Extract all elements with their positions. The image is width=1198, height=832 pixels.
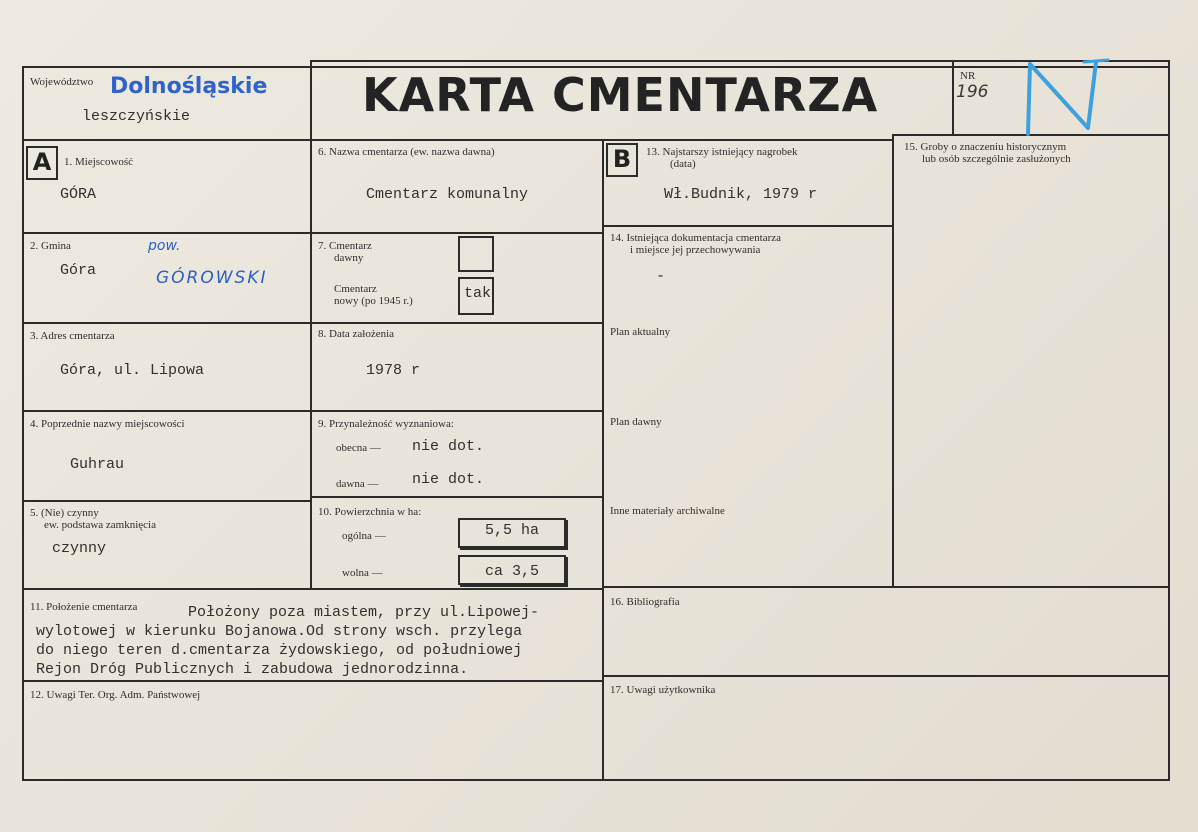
row-line-4 [22,500,312,502]
blue-n-mark [1016,58,1116,138]
f3-value: Góra, ul. Lipowa [60,362,205,379]
nr-value: 196 [956,82,989,102]
f2-handwritten: GÓROWSKI [156,268,268,288]
f5-label-1: 5. (Nie) czynny [30,507,99,519]
f11-text-line-1: Położony poza miastem, przy ul.Lipowej- [188,604,540,621]
f1-label: 1. Miejscowość [64,156,134,168]
f8-value: 1978 r [366,362,421,379]
f5-label-2: ew. podstawa zamknięcia [44,519,156,531]
col-divider-b [602,139,604,781]
card-title: KARTA CMENTARZA [362,68,879,122]
row-line-3 [22,410,312,412]
col-divider-a [310,139,312,589]
f10-ogolna-value: 5,5 ha [458,518,566,548]
f7-label-2: dawny [334,252,364,264]
header-bottom-line [22,139,892,141]
f10-wolna-label: wolna — [342,567,383,579]
border-left [22,66,24,781]
f4-value: Guhrau [70,456,125,473]
f4-label: 4. Poprzednie nazwy miejscowości [30,418,185,430]
f15-label-2: lub osób szczególnie zasłużonych [922,153,1071,165]
f7-nowy-label-1: Cmentarz [334,283,377,295]
row-line-10 [22,588,604,590]
row-line-7 [310,410,604,412]
header-divider-2 [952,60,954,136]
f14-label-2: i miejsce jej przechowywania [630,244,761,256]
f8-label: 8. Data założenia [318,328,395,340]
row-line-8 [310,496,604,498]
f11-text-line-2: wylotowej w kierunku Bojanowa.Od strony wsch. przylega [36,623,523,640]
f7-dawny-checkbox [458,236,494,272]
f2-value: Góra [60,262,97,279]
row-line-5 [310,232,604,234]
wojewodztwo-label: Województwo [30,76,94,88]
row-line-6 [310,322,604,324]
f15-label-1: 15. Groby o znaczeniu historycznym [904,141,1067,153]
row-line-1 [22,232,312,234]
f9-dawna-label: dawna — [336,478,379,490]
row-line-12 [22,680,604,682]
wojewodztwo-stamp: Dolnośląskie [110,74,268,99]
f9-dawna-value: nie dot. [412,471,485,488]
row-line-11 [602,586,1170,588]
f6-value: Cmentarz komunalny [366,186,529,203]
f11-label: 11. Położenie cmentarza [30,601,138,613]
f14-value: - [656,268,666,285]
border-bottom [22,779,1170,781]
f10-label: 10. Powierzchnia w ha: [318,506,422,518]
f17-label: 17. Uwagi użytkownika [610,684,716,696]
f10-ogolna-label: ogólna — [342,530,386,542]
row-line-9 [602,225,894,227]
f10-wolna-value: ca 3,5 [458,555,566,585]
inne-materialy-label: Inne materiały archiwalne [610,505,725,517]
header-divider-1 [310,60,312,140]
plan-dawny-label: Plan dawny [610,416,662,428]
f16-label: 16. Bibliografia [610,596,680,608]
f12-label: 12. Uwagi Ter. Org. Adm. Państwowej [30,689,201,701]
f7-nowy-label-2: nowy (po 1945 r.) [334,295,413,307]
f1-value: GÓRA [60,186,97,203]
nr-label: NR [960,70,976,82]
f13-label-2: (data) [670,158,696,170]
col-divider-c [892,134,894,588]
plan-aktualny-label: Plan aktualny [610,326,671,338]
f13-value: Wł.Budnik, 1979 r [664,186,818,203]
row-line-2 [22,322,312,324]
f6-label: 6. Nazwa cmentarza (ew. nazwa dawna) [318,146,495,158]
f2-label: 2. Gmina [30,240,71,252]
f2-handwritten-prefix: pow. [148,238,181,254]
f9-obecna-label: obecna — [336,442,381,454]
section-b-box: B [606,143,638,177]
f3-label: 3. Adres cmentarza [30,330,115,342]
row-line-13 [602,675,1170,677]
f13-label-1: 13. Najstarszy istniejący nagrobek [646,146,798,158]
border-right [1168,60,1170,781]
f7-label-1: 7. Cmentarz [318,240,372,252]
wojewodztwo-typed: leszczyńskie [82,108,191,125]
f7-nowy-value: tak [464,285,492,302]
f14-label-1: 14. Istniejąca dokumentacja cmentarza [610,232,782,244]
f9-obecna-value: nie dot. [412,438,485,455]
f11-text-line-4: Rejon Dróg Publicznych i zabudowa jednorodzinna. [36,661,469,678]
f11-text-line-3: do niego teren d.cmentarza żydowskiego, od południowej [36,642,523,659]
f9-label: 9. Przynależność wyznaniowa: [318,418,454,430]
section-a-box: A [26,146,58,180]
f5-value: czynny [52,540,107,557]
